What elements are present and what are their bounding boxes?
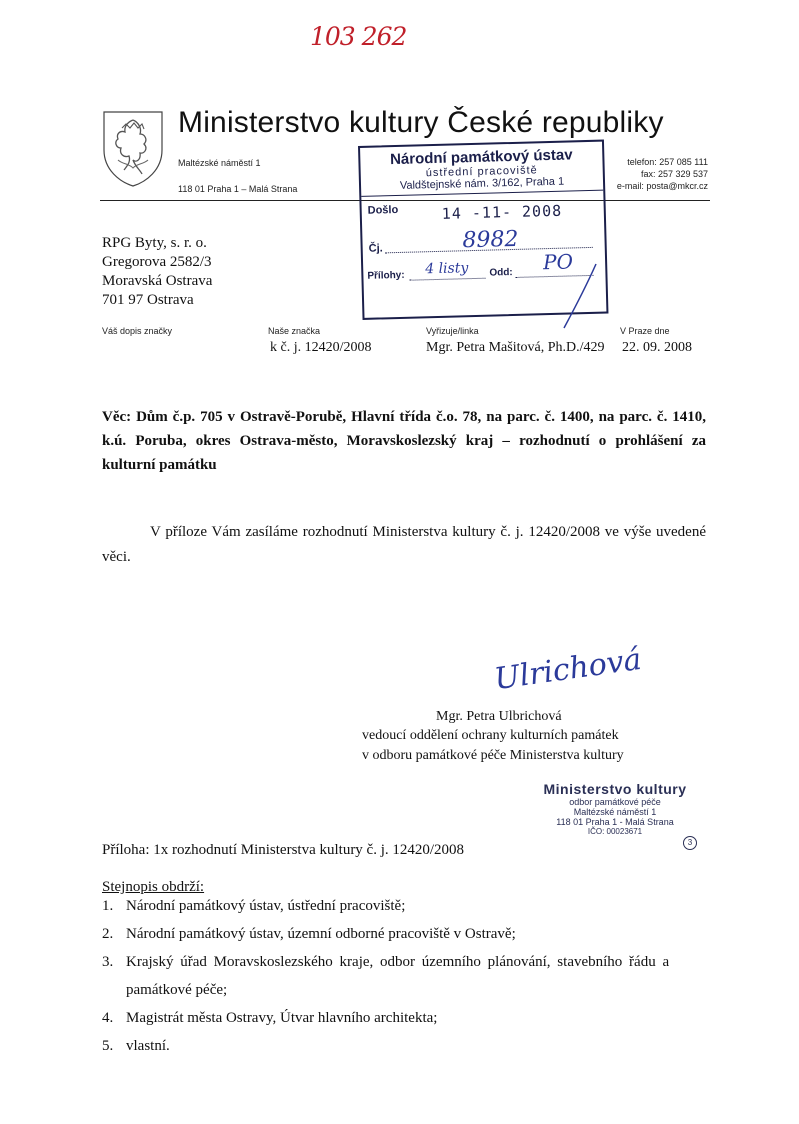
recipient-address [102,234,212,310]
recipient-line4: 701 97 Ostrava [102,292,194,308]
list-item [102,898,712,926]
stamp-unit: ústřední pracoviště [425,164,538,180]
copies-list [102,898,712,1066]
our-ref-label: Naše značka [268,326,321,336]
stamp-attachments-value: 4 listy [425,260,469,278]
stamp-ref-value: 8982 [462,226,519,254]
handwritten-file-number: 103 262 [310,22,407,51]
list-item [102,926,712,954]
signer-role2: v odboru památkové péče Ministerstva kultury [362,748,624,763]
list-item-number: 1. [102,898,114,914]
ministry-address-line1: Maltézské náměstí 1 [178,158,261,168]
pen-stroke-mark [560,262,600,332]
list-item-text: Národní památkový ústav, ústřední pracoviště; [126,898,406,914]
signature-scribble: Ulrichová [492,641,644,698]
office-stamp-line1: Ministerstvo kultury [543,781,687,797]
stamp-attachments-label: Přílohy: [367,269,405,282]
list-item [102,1038,712,1066]
ministry-fax: fax: 257 329 537 [640,169,708,179]
subject: Věc: Dům č.p. 705 v Ostravě-Porubě, Hlavní třída č.o. 78, na parc. č. 1400, na parc. č. 1410, k.ú. Poruba, okres Ostrava-město, Moravskoslezský kraj – rozhodnutí o prohlášení za kulturní památku [102,409,706,473]
body-text: V příloze Vám zasíláme rozhodnutí Ministerstva kultury č. j. 12420/2008 ve výše uvedené věci. [102,524,706,565]
list-item [102,982,712,1010]
your-ref-label: Váš dopis značky [102,326,173,336]
office-stamp-line2: odbor památkové péče [569,797,661,807]
list-item-number: 2. [102,926,114,942]
office-stamp-line4: 118 01 Praha 1 - Malá Strana [556,817,674,827]
list-item-number: 3. [102,954,114,970]
stamp-org: Národní památkový ústav [389,146,573,169]
stamp-ref-label: Čj. [368,242,383,255]
handler-label: Vyřizuje/linka [426,326,479,336]
stamp-received-label: Došlo [367,203,399,217]
ministry-title: Ministerstvo kultury České republiky [178,106,664,139]
signer-name: Mgr. Petra Ulbrichová [436,709,562,724]
list-item [102,954,712,982]
list-item-text: vlastní. [126,1038,170,1054]
list-item [102,1010,712,1038]
date-label: V Praze dne [620,326,670,336]
list-item-text: Národní památkový ústav, územní odborné pracoviště v Ostravě; [126,926,516,942]
recipient-line3: Moravská Ostrava [102,273,213,289]
list-item-text: Krajský úřad Moravskoslezského kraje, odbor územního plánování, stavebního řádu a [126,954,670,970]
handler-value: Mgr. Petra Mašitová, Ph.D./429 [426,340,605,355]
recipient-line1: RPG Byty, s. r. o. [102,235,207,251]
stamp-address: Valdštejnské nám. 3/162, Praha 1 [361,175,603,197]
our-ref-value: k č. j. 12420/2008 [270,340,372,355]
stamp-attachments-dots [410,278,486,281]
coat-of-arms-icon [100,108,166,188]
attachment-line: Příloha: 1x rozhodnutí Ministerstva kultury č. j. 12420/2008 [102,842,465,858]
ministry-phone: telefon: 257 085 111 [627,157,708,167]
office-stamp-line3: Maltézské náměstí 1 [573,807,657,817]
copies-heading: Stejnopis obdrží: [102,879,205,895]
ministry-address-line2: 118 01 Praha 1 – Malá Strana [178,184,298,194]
office-stamp [520,781,710,836]
stamp-dept-value: PO [542,249,574,275]
stamp-dept-label: Odd: [489,266,513,279]
list-item-text: Magistrát města Ostravy, Útvar hlavního architekta; [126,1010,438,1026]
office-stamp-line5: IČO: 00023671 [587,827,643,836]
list-item-number: 5. [102,1038,114,1054]
recipient-line2: Gregorova 2582/3 [102,254,212,270]
stamp-received-date: 14 -11- 2008 [441,201,563,223]
list-item-number: 4. [102,1010,114,1026]
ministry-email: e-mail: posta@mkcr.cz [616,181,708,191]
office-stamp-number: 3 [683,836,697,850]
signer-role1: vedoucí oddělení ochrany kulturních památek [362,728,619,743]
list-item-text: památkové péče; [126,982,228,998]
date-value: 22. 09. 2008 [622,340,692,355]
